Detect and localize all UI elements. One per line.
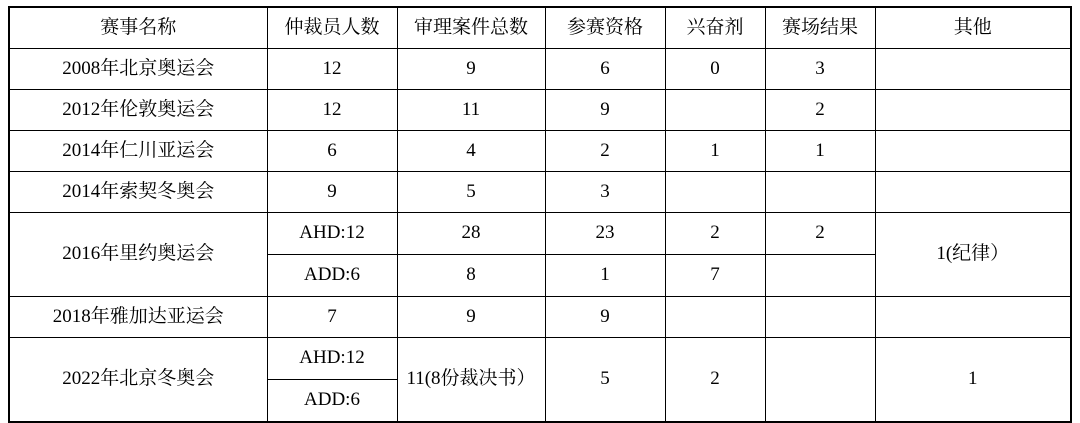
cell-field-result [765,172,875,213]
cell-field-result: 3 [765,49,875,90]
cell-qualification-split [545,213,665,297]
table-header-row [9,7,1071,49]
cell-qualification-ahd: 23 [546,213,665,255]
doping-subtable [666,213,765,296]
field-result-subtable [766,213,875,296]
cell-event: 2014年仁川亚运会 [9,131,267,172]
cell-qualification: 5 [545,338,665,423]
cell-qualification-add: 1 [600,264,610,286]
cell-arbitrators-split [267,213,397,297]
cell-total-cases: 4 [397,131,545,172]
cell-field-result-split [765,213,875,297]
cell-qualification: 6 [545,49,665,90]
cell-doping-add: 7 [710,264,720,286]
cell-event: 2014年索契冬奥会 [9,172,267,213]
cell-total-cases-add: 8 [466,264,476,286]
cell-doping-split [665,213,765,297]
cell-event: 2016年里约奥运会 [9,213,267,297]
cell-field-result [765,297,875,338]
cell-field-result [765,338,875,423]
table-row [9,172,1071,213]
cell-qualification: 9 [545,297,665,338]
cell-doping: 2 [665,338,765,423]
cell-other: 1 [875,338,1071,423]
cell-event: 2012年伦敦奥运会 [9,90,267,131]
cell-arbitrators: 12 [267,49,397,90]
column-header-total-cases: 审理案件总数 [397,7,545,49]
cell-other [875,297,1071,338]
column-header-qualification: 参赛资格 [545,7,665,49]
column-header-doping: 兴奋剂 [665,7,765,49]
table-body [9,49,1071,423]
cell-event: 2022年北京冬奥会 [9,338,267,423]
column-header-field-result: 赛场结果 [765,7,875,49]
table-row [9,90,1071,131]
cell-total-cases: 9 [397,49,545,90]
table-row [9,297,1071,338]
cell-event: 2018年雅加达亚运会 [9,297,267,338]
arbitrators-subtable [268,338,397,421]
cell-arbitrators: 9 [267,172,397,213]
cell-doping [665,297,765,338]
statistics-table-container [8,6,1070,423]
qualification-subtable [546,213,665,296]
total-cases-subtable [398,213,545,296]
column-header-other: 其他 [875,7,1071,49]
cell-doping: 1 [665,131,765,172]
cell-arbitrators-ahd: AHD:12 [268,213,397,255]
cell-other [875,49,1071,90]
cell-arbitrators-add: ADD:6 [304,389,360,411]
cell-total-cases-ahd: 28 [398,213,545,255]
cell-other [875,131,1071,172]
cell-field-result: 1 [765,131,875,172]
cell-doping [665,90,765,131]
cell-qualification: 2 [545,131,665,172]
table-row [9,213,1071,297]
table-row [9,49,1071,90]
cell-event: 2008年北京奥运会 [9,49,267,90]
cell-doping-ahd: 2 [666,213,765,255]
cell-other: 1(纪律） [875,213,1071,297]
cell-field-result: 2 [765,90,875,131]
cell-total-cases-split [397,213,545,297]
cell-total-cases: 11 [397,90,545,131]
cell-field-result-add [766,255,875,297]
table-row [9,131,1071,172]
cell-field-result-ahd: 2 [766,213,875,255]
table-header [9,7,1071,49]
cell-arbitrators-ahd: AHD:12 [268,338,397,380]
cell-doping [665,172,765,213]
cell-arbitrators: 6 [267,131,397,172]
arbitrators-subtable [268,213,397,296]
cell-arbitrators-split [267,338,397,423]
cell-other [875,90,1071,131]
cell-other [875,172,1071,213]
cell-doping: 0 [665,49,765,90]
table-row [9,338,1071,423]
cell-arbitrators: 12 [267,90,397,131]
cell-total-cases: 5 [397,172,545,213]
cell-total-cases: 9 [397,297,545,338]
cell-arbitrators-add: ADD:6 [304,264,360,286]
cell-arbitrators: 7 [267,297,397,338]
column-header-event: 赛事名称 [9,7,267,49]
cell-total-cases: 11(8份裁决书） [397,338,545,423]
column-header-arbitrators: 仲裁员人数 [267,7,397,49]
cell-qualification: 9 [545,90,665,131]
arbitration-statistics-table [8,6,1072,423]
cell-qualification: 3 [545,172,665,213]
